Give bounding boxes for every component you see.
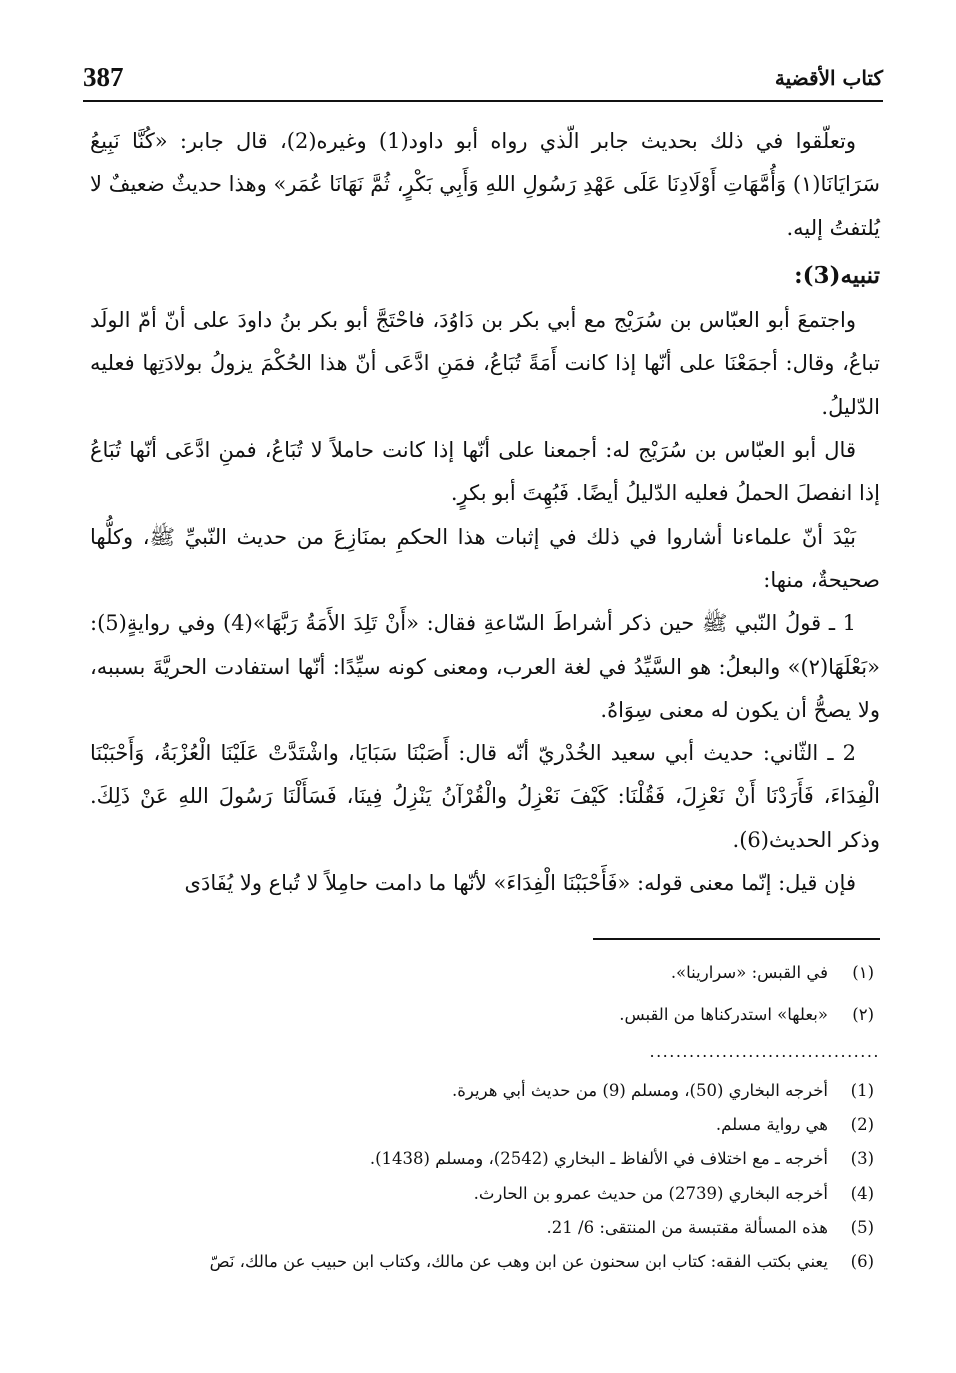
footnote-text: «بعلها» استدركناها من القبس. [619,1005,828,1024]
footnote-text: يعني بكتب الفقه: كتاب ابن سحنون عن ابن وهب عن مالك، وكتاب ابن حبيب عن مالك، نَصّ [209,1251,828,1271]
footnote-number: (6) [850,1251,874,1271]
footnote-item [90,1108,880,1142]
footnote-item [90,952,880,994]
dotted-separator: ................................... [649,1044,880,1060]
footnote-item [90,1177,880,1211]
footnote-item [90,1074,880,1108]
footnote-item [90,994,880,1036]
footnote-text: أخرجه البخاري (2739) من حديث عمرو بن الحارث. [473,1183,828,1203]
footnote-text: هذه المسألة مقتبسة من المنتقى: 6/ 21. [546,1217,828,1237]
section-heading: تنبيه(3): [794,261,880,289]
footnote-text: هي رواية مسلم. [715,1115,828,1135]
main-text [90,120,880,905]
footnote-number: (٢) [852,1005,874,1024]
paragraph-5: 1 ـ قولُ النّبي ﷺ حين ذكر أشراطَ السّاعةِ فقال: «أَنْ تَلِدَ الأَمَةُ رَبَّهَا»(4) وفي روايةٍ(5): «بَعْلَهَا(٢)» والبعلُ: هو السَّيِّدُ في لغة العرب، ومعنى كونه سيِّدًا: أنّها استفادت الحريَّةَ بسببه، ولا يصحُّ أن يكون له معنى سِوَاهُ. [90,611,880,722]
footnote-item [90,1142,880,1176]
footnote-item [90,1211,880,1245]
editor-footnotes [90,952,880,1036]
footnote-number: (4) [850,1183,874,1203]
paragraph-6: 2 ـ الثّاني: حديث أبي سعيد الخُدْريّ أنّه قال: أَصَبْنَا سَبَايَا، واشْتَدَّتْ عَلَيْنَا الْعُزْبَةُ، وَأَحْبَبْنَا الْفِدَاءَ، فَأَرَدْنَا أَنْ نَعْزِلَ، فَقُلْنَا: كَيْفَ نَعْزِلُ والْقُرْآنُ يَنْزِلُ فِينَا، فَسَأَلْنَا رَسُولَ اللهِ عَنْ ذَلِكَ. وذكر الحديث(6). [90,741,880,852]
footnotes [90,938,880,1279]
footnote-text: أخرجه البخاري (50)، ومسلم (9) من حديث أبي هريرة. [452,1081,828,1100]
paragraph-3: قال أبو العبّاس بن سُرَيْج له: أجمعنا على أنّها إذا كانت حاملاً لا تُبَاعُ، فمنِ ادَّعَى أنّها تُبَاعُ إذا انفصلَ الحملُ فعليه الدّليلُ أيضًا. فَبُهِتَ أبو بكرٍ. [90,438,880,506]
page-header [83,58,883,102]
footnote-item [90,1245,880,1279]
footnote-number: (١) [852,963,874,982]
footnote-rule [593,938,880,940]
paragraph-1: وتعلّقوا في ذلك بحديث جابر الّذي رواه أبو داود(1) وغيره(2)، قال جابر: «كُنَّا نَبِيعُ سَرَايَانَا(١) وَأُمَّهَاتِ أَوْلَادِنَا عَلَى عَهْدِ رَسُولِ اللهِ وَأَبِي بَكْرٍ، ثُمَّ نَهَانَا عُمَر» وهذا حديثٌ ضعيفٌ لا يُلتفتُ إليه. [90,129,880,240]
footnote-text: في القبس: «سرارينا». [670,963,828,982]
paragraph-4: بَيْدَ أنّ علماءنا أشاروا في ذلك في إثبات هذا الحكمِ بمنَازِعَ من حديث النّبيِّ ﷺ، وكلُّها صحيحةٌ، منها: [90,524,880,592]
footnote-text: أخرجه ـ مع اختلاف في الألفاظ ـ البخاري (2542)، ومسلم (1438). [369,1149,828,1169]
source-footnotes [90,1074,880,1279]
page-number: 387 [83,62,124,92]
footnote-number: (1) [850,1081,874,1100]
paragraph-2: واجتمعَ أبو العبّاس بن سُرَيْج مع أبي بكر بن دَاوُدَ، فاحْتَجَّ أبو بكر بنُ داودَ على أنّ أمّ الولَد تباعُ، وقال: أجمَعْنَا على أنّها إذا كانت أَمَةً تُبَاعُ، فمَنِ ادَّعَى أنّ هذا الحُكْمَ يزولُ بولادَتِها فعليه الدّليلُ. [90,308,880,419]
footnote-number: (3) [850,1149,874,1169]
footnote-number: (5) [850,1217,874,1237]
footnote-number: (2) [850,1115,874,1135]
paragraph-7: فإن قيل: إنّما معنى قوله: «فَأَحْبَبْنَا الْفِدَاءَ» لأنّها ما دامت حامِلاً لا تُباع ولا يُفَادَى [184,871,856,896]
running-title: كتاب الأقضية [774,66,883,90]
